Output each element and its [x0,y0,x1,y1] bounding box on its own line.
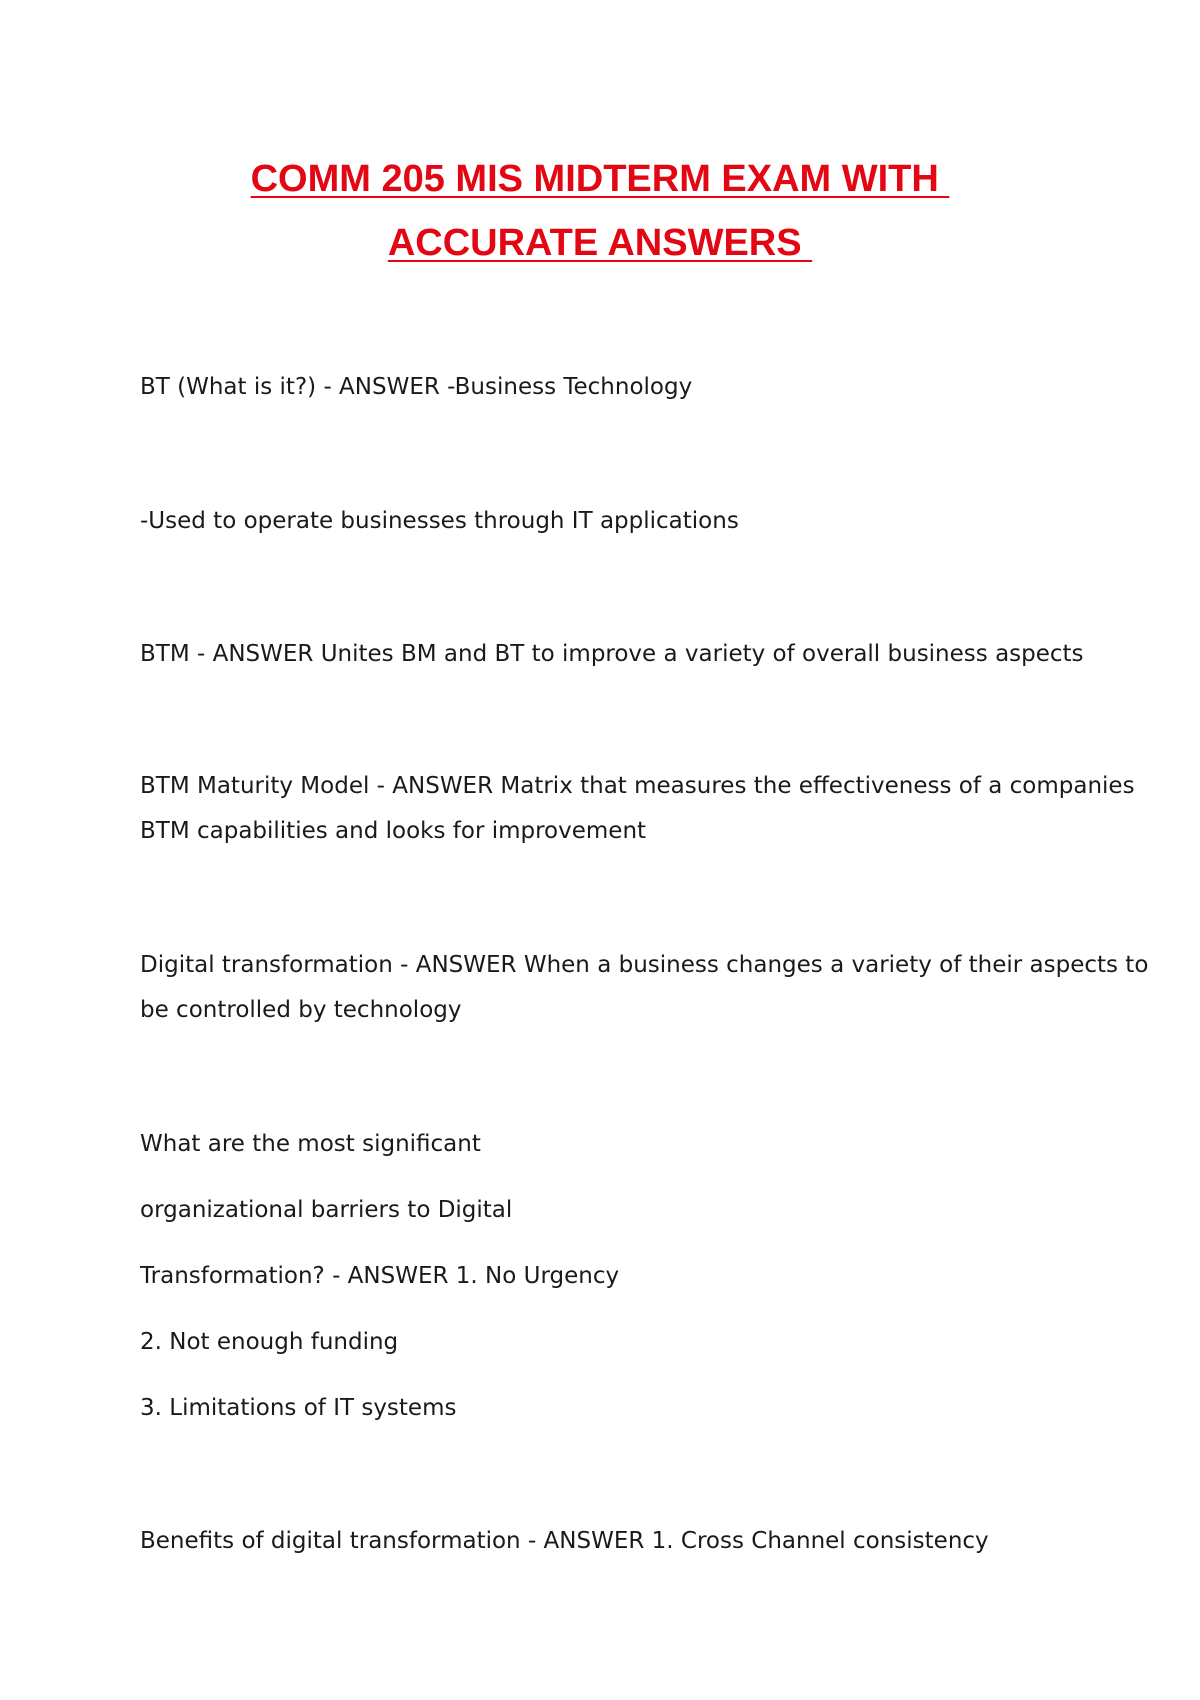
barriers-question-line-2: organizational barriers to Digital [140,1197,513,1223]
btm-maturity-model-line-2: BTM capabilities and looks for improvement [140,818,647,844]
barriers-question-line-3: Transformation? - ANSWER 1. No Urgency [140,1263,620,1289]
document-title-line-1: COMM 205 MIS MIDTERM EXAM WITH [250,158,950,200]
bt-definition-detail: -Used to operate businesses through IT applications [140,508,739,534]
btm-definition: BTM - ANSWER Unites BM and BT to improve a variety of overall business aspects [140,641,1084,667]
barriers-question-line-1: What are the most significant [140,1131,481,1157]
barriers-answer-item-2: 2. Not enough funding [140,1329,399,1355]
benefits-digital-transformation: Benefits of digital transformation - ANSWER 1. Cross Channel consistency [140,1528,989,1554]
bt-definition-question: BT (What is it?) - ANSWER -Business Technology [140,374,693,400]
digital-transformation-line-2: be controlled by technology [140,997,462,1023]
digital-transformation-line-1: Digital transformation - ANSWER When a business changes a variety of their aspects to [140,952,1149,978]
btm-maturity-model-line-1: BTM Maturity Model - ANSWER Matrix that measures the effectiveness of a companies [140,773,1135,799]
barriers-answer-item-3: 3. Limitations of IT systems [140,1395,457,1421]
document-title-line-2: ACCURATE ANSWERS [387,222,813,264]
